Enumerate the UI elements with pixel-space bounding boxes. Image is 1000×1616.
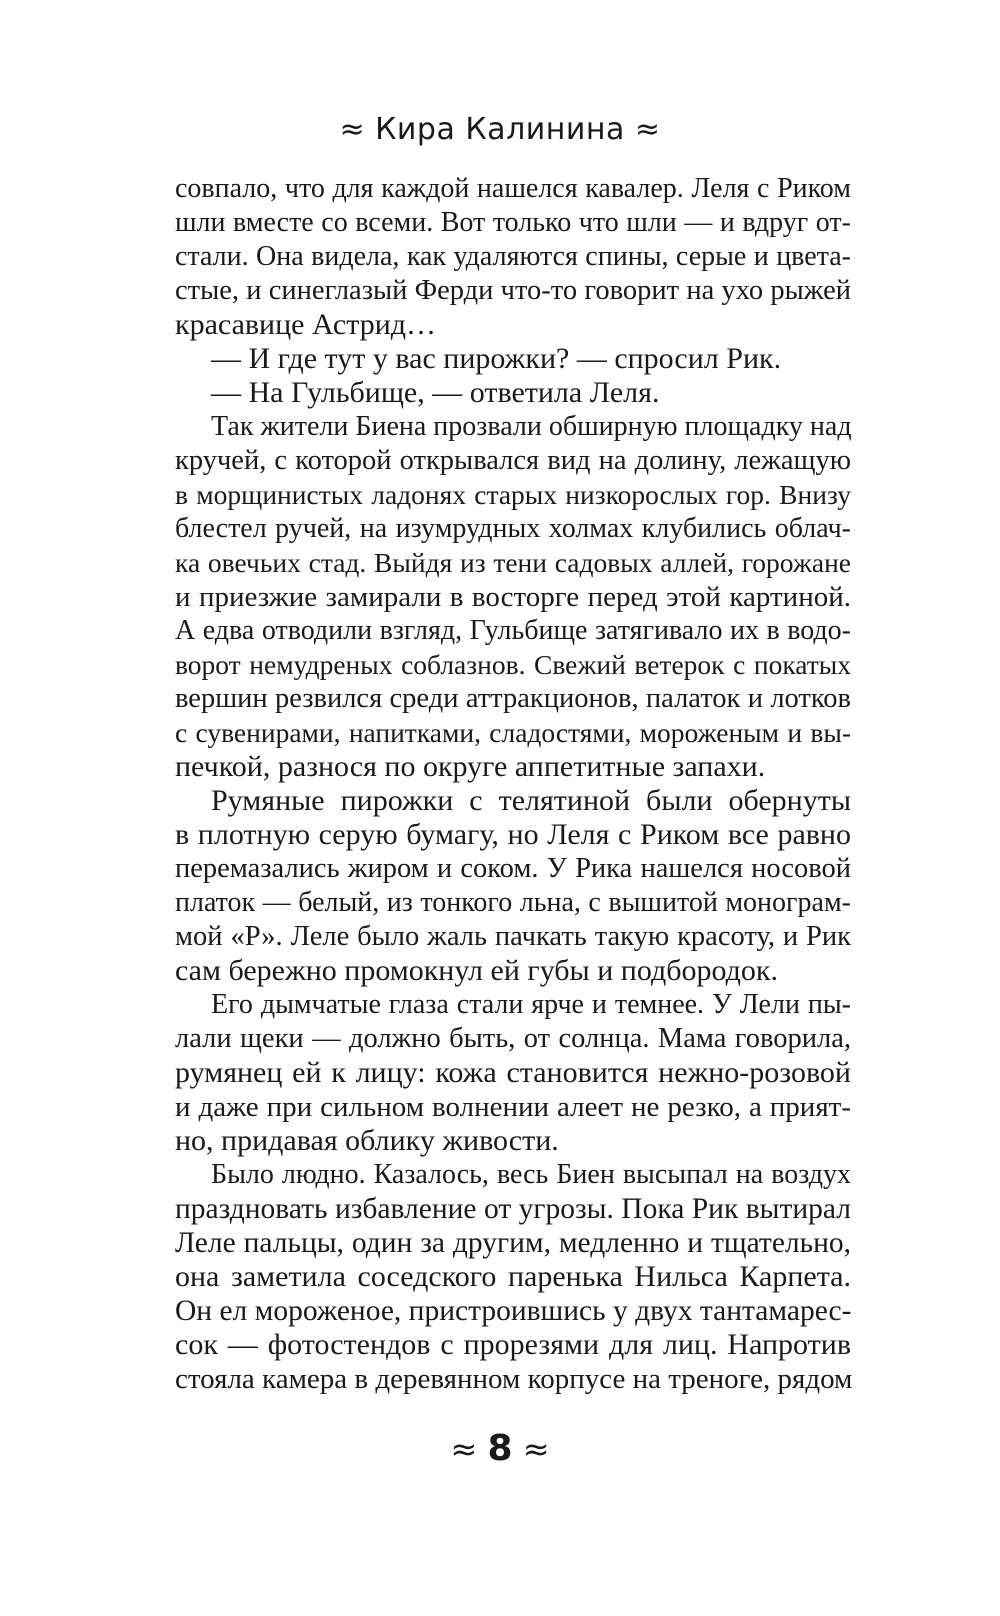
- text-line: но, придавая облику живости.: [175, 1124, 559, 1157]
- text-line: совпало, что для каждой нашелся кавалер. Леля с Риком: [175, 173, 851, 204]
- text-line: платок — белый, из тонкого льна, с вышитой монограм-: [175, 887, 851, 918]
- footer-right-mark: ≈: [522, 1430, 550, 1468]
- text-line: Его дымчатые глаза стали ярче и темнее. У Лели пы-: [211, 989, 851, 1020]
- page-number: 8: [487, 1428, 513, 1469]
- footer-left-mark: ≈: [450, 1430, 478, 1468]
- text-line: перемазались жиром и соком. У Рика нашелся носовой: [175, 853, 851, 884]
- text-line: Румяные пирожки с телятиной были обернуты: [211, 784, 851, 817]
- text-line: лали щеки — должно быть, от солнца. Мама говорила,: [175, 1023, 851, 1054]
- text-line: — На Гульбище, — ответила Леля.: [211, 376, 660, 409]
- text-line: красавице Астрид…: [175, 308, 437, 341]
- running-header: [0, 112, 1000, 147]
- text-line: праздновать избавление от угрозы. Пока Рик вытирал: [175, 1193, 851, 1225]
- text-line: сок — фотостендов с прорезями для лиц. Напротив: [175, 1328, 851, 1361]
- text-line: Было людно. Казалось, весь Биен высыпал на воздух: [211, 1159, 851, 1190]
- text-line: шли вместе со всеми. Вот только что шли — и вдруг от-: [175, 207, 851, 238]
- text-line: и даже при сильном волнении алеет не резко, а прият-: [175, 1091, 851, 1123]
- text-line: в плотную серую бумагу, но Леля с Риком все равно: [175, 818, 851, 851]
- text-line: Он ел мороженое, пристроившись у двух тантамарес-: [175, 1295, 852, 1327]
- text-line: печкой, разнося по округе аппетитные запахи.: [175, 750, 766, 783]
- text-line: вершин резвился среди аттракционов, палаток и лотков: [175, 683, 851, 714]
- text-line: стали. Она видела, как удаляются спины, серые и цвета-: [175, 241, 851, 272]
- text-line: стые, и синеглазый Ферди что-то говорит на ухо рыжей: [175, 275, 851, 306]
- running-title: ≈ Кира Калинина ≈: [339, 112, 661, 147]
- page-footer: [0, 1428, 1000, 1469]
- text-line: она заметила соседского паренька Нильса Карпета.: [175, 1260, 851, 1293]
- text-line: блестел ручей, на изумрудных холмах клубились облач-: [175, 513, 851, 544]
- text-line: ка овечьих стад. Выйдя из тени садовых аллей, горожане: [175, 547, 851, 578]
- text-line: румянец ей к лицу: кожа становится нежно-розовой: [175, 1056, 851, 1089]
- text-line: в морщинистых ладонях старых низкорослых гор. Внизу: [175, 479, 851, 510]
- text-line: стояла камера в деревянном корпусе на треноге, рядом: [175, 1363, 853, 1395]
- text-line: Леле пальцы, один за другим, медленно и тщательно,: [175, 1227, 851, 1259]
- body-text: [175, 172, 851, 1396]
- text-line: Так жители Биена прозвали обширную площадку над: [211, 411, 852, 442]
- text-line: и приезжие замирали в восторге перед этой картиной.: [175, 581, 851, 613]
- text-line: А едва отводили взгляд, Гульбище затягивало их в водо-: [175, 615, 851, 646]
- text-line: с сувенирами, напитками, сладостями, мороженым и вы-: [175, 717, 851, 748]
- text-line: — И где тут у вас пирожки? — спросил Рик.: [211, 342, 782, 375]
- text-line: ворот немудреных соблазнов. Свежий ветерок с покатых: [175, 649, 851, 680]
- text-line: сам бережно промокнул ей губы и подбородок.: [175, 954, 778, 987]
- text-line: кручей, с которой открывался вид на долину, лежащую: [175, 445, 851, 476]
- text-line: мой «Р». Леле было жаль пачкать такую красоту, и Рик: [175, 921, 851, 952]
